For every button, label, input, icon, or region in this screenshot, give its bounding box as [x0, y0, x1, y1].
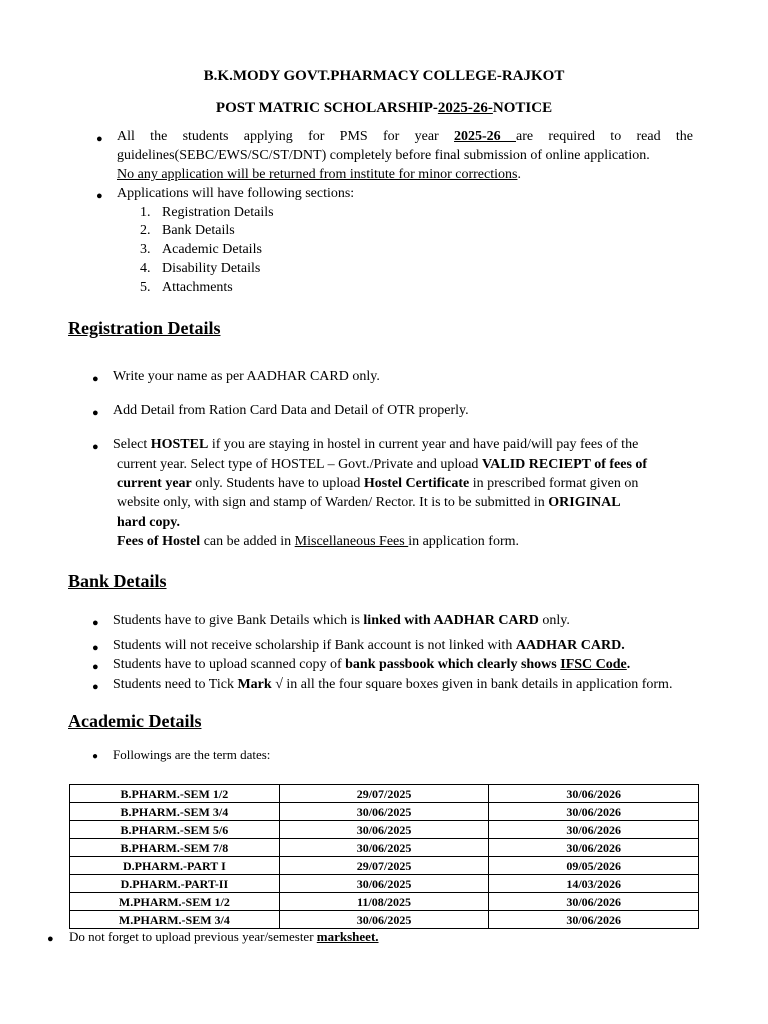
bank-point-2: Students will not receive scholarship if Bank account is not linked with AADHAR CARD.: [113, 638, 625, 653]
bullet-icon: ●: [92, 642, 99, 654]
hostel-line-2: current year. Select type of HOSTEL – Govt./Private and upload VALID RECIEPT of fees of: [117, 457, 648, 472]
course-cell: D.PHARM.-PART-II: [70, 875, 280, 893]
hostel-line-6: Fees of Hostel can be added in Miscellaneous Fees in application form.: [117, 534, 520, 549]
start-date-cell: 29/07/2025: [279, 785, 489, 803]
marksheet-reminder: Do not forget to upload previous year/semester marksheet.: [69, 929, 379, 944]
start-date-cell: 30/06/2025: [279, 821, 489, 839]
college-title: B.K.MODY GOVT.PHARMACY COLLEGE-RAJKOT: [203, 68, 565, 84]
bullet-icon: ●: [92, 407, 99, 419]
end-date-cell: 30/06/2026: [489, 911, 699, 929]
end-date-cell: 30/06/2026: [489, 785, 699, 803]
table-row: [70, 857, 699, 875]
course-cell: B.PHARM.-SEM 1/2: [70, 785, 280, 803]
table-row: [70, 893, 699, 911]
term-dates-intro: Followings are the term dates:: [113, 747, 271, 762]
registration-point-2: Add Detail from Ration Card Data and Detail of OTR properly.: [113, 403, 469, 418]
hostel-line-1: Select HOSTEL if you are staying in hostel in current year and have paid/will pay fees of the: [113, 437, 639, 452]
section-number: 4.: [140, 261, 151, 276]
table-row: [70, 839, 699, 857]
section-number: 3.: [140, 242, 151, 257]
end-date-cell: 09/05/2026: [489, 857, 699, 875]
course-cell: D.PHARM.-PART I: [70, 857, 280, 875]
end-date-cell: 14/03/2026: [489, 875, 699, 893]
bullet-icon: ●: [92, 441, 99, 453]
end-date-cell: 30/06/2026: [489, 893, 699, 911]
bullet-icon: ●: [92, 661, 99, 673]
bullet-icon: ●: [92, 681, 99, 693]
registration-heading: Registration Details: [68, 318, 221, 338]
section-label: Attachments: [162, 280, 233, 295]
hostel-line-5: hard copy.: [117, 515, 181, 530]
bank-point-1: Students have to give Bank Details which is linked with AADHAR CARD only.: [113, 613, 570, 628]
course-cell: B.PHARM.-SEM 7/8: [70, 839, 280, 857]
bullet-icon: ●: [92, 751, 99, 762]
course-cell: B.PHARM.-SEM 5/6: [70, 821, 280, 839]
bank-point-3: Students have to upload scanned copy of bank passbook which clearly shows IFSC Code.: [113, 657, 631, 672]
course-cell: M.PHARM.-SEM 3/4: [70, 911, 280, 929]
table-row: [70, 803, 699, 821]
start-date-cell: 30/06/2025: [279, 803, 489, 821]
section-label: Bank Details: [162, 223, 235, 238]
start-date-cell: 30/06/2025: [279, 839, 489, 857]
notice-title: POST MATRIC SCHOLARSHIP-2025-26-NOTICE: [215, 100, 553, 116]
intro-line-2: guidelines(SEBC/EWS/SC/ST/DNT) completely before final submission of online application.: [117, 148, 650, 163]
course-cell: B.PHARM.-SEM 3/4: [70, 803, 280, 821]
start-date-cell: 30/06/2025: [279, 875, 489, 893]
bullet-icon: ●: [92, 373, 99, 385]
registration-point-1: Write your name as per AADHAR CARD only.: [113, 369, 380, 384]
section-label: Registration Details: [162, 205, 274, 220]
intro-line-1: All the students applying for PMS for year 2025-26 are required to read the: [117, 129, 693, 144]
section-label: Academic Details: [162, 242, 262, 257]
bank-point-4: Students need to Tick Mark √ in all the four square boxes given in bank details in application form.: [113, 677, 673, 692]
start-date-cell: 11/08/2025: [279, 893, 489, 911]
table-row: [70, 911, 699, 929]
hostel-line-4: website only, with sign and stamp of Warden/ Rector. It is to be submitted in ORIGINAL: [117, 495, 621, 510]
section-number: 2.: [140, 223, 151, 238]
section-label: Disability Details: [162, 261, 261, 276]
intro-line-3: No any application will be returned from institute for minor corrections.: [117, 167, 521, 182]
academic-heading: Academic Details: [68, 711, 202, 731]
hostel-line-3: current year only. Students have to upload Hostel Certificate in prescribed format given on: [117, 476, 639, 491]
bullet-icon: ●: [92, 617, 99, 629]
table-row: [70, 821, 699, 839]
table-row: [70, 875, 699, 893]
section-number: 5.: [140, 280, 151, 295]
course-cell: M.PHARM.-SEM 1/2: [70, 893, 280, 911]
bank-heading: Bank Details: [68, 571, 167, 591]
start-date-cell: 30/06/2025: [279, 911, 489, 929]
bullet-icon: ●: [96, 133, 103, 145]
end-date-cell: 30/06/2026: [489, 821, 699, 839]
end-date-cell: 30/06/2026: [489, 803, 699, 821]
section-number: 1.: [140, 205, 151, 220]
sections-intro: Applications will have following sections:: [117, 186, 355, 201]
bullet-icon: ●: [47, 933, 54, 945]
start-date-cell: 29/07/2025: [279, 857, 489, 875]
table-row: [70, 785, 699, 803]
bullet-icon: ●: [96, 190, 103, 202]
term-dates-table: [69, 784, 699, 929]
end-date-cell: 30/06/2026: [489, 839, 699, 857]
